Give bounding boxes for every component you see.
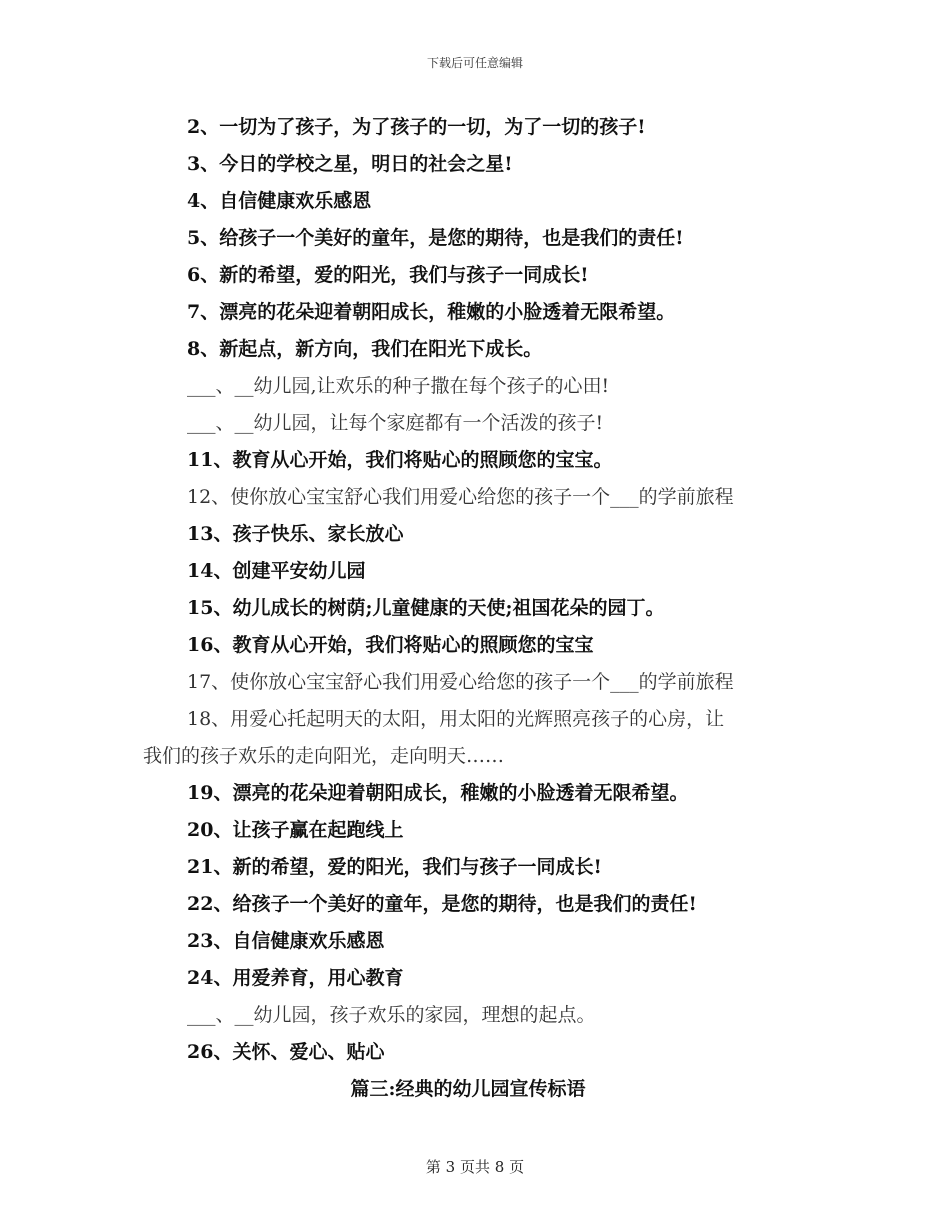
slogan-line: 24、用爱养育，用心教育: [187, 967, 404, 989]
slogan-line: ___、__幼儿园，让每个家庭都有一个活泼的孩子!: [187, 412, 604, 434]
slogan-line: 18、用爱心托起明天的太阳，用太阳的光辉照亮孩子的心房，让: [187, 708, 725, 730]
slogan-line: 7、漂亮的花朵迎着朝阳成长，稚嫩的小脸透着无限希望。: [187, 301, 676, 323]
slogan-line: ___、__幼儿园，孩子欢乐的家园，理想的起点。: [187, 1004, 596, 1026]
slogan-line: 17、使你放心宝宝舒心我们用爱心给您的孩子一个___的学前旅程: [187, 671, 734, 693]
slogan-line: 6、新的希望，爱的阳光，我们与孩子一同成长!: [187, 264, 589, 286]
slogan-line: 8、新起点，新方向，我们在阳光下成长。: [187, 338, 543, 360]
slogan-line: 11、教育从心开始，我们将贴心的照顾您的宝宝。: [187, 449, 613, 471]
slogan-line-continuation: 我们的孩子欢乐的走向阳光，走向明天……: [143, 745, 505, 767]
slogan-line: 16、教育从心开始，我们将贴心的照顾您的宝宝: [187, 634, 594, 656]
slogan-line: 15、幼儿成长的树荫;儿童健康的天使;祖国花朵的园丁。: [187, 597, 665, 619]
section-heading: 篇三:经典的幼儿园宣传标语: [350, 1078, 586, 1100]
slogan-line: 2、一切为了孩子，为了孩子的一切，为了一切的孩子!: [187, 116, 646, 138]
slogan-line: 20、让孩子赢在起跑线上: [187, 819, 404, 841]
slogan-line: 23、自信健康欢乐感恩: [187, 930, 385, 952]
slogan-line: ___、__幼儿园,让欢乐的种子撒在每个孩子的心田!: [187, 375, 610, 397]
slogan-line: 14、创建平安幼儿园: [187, 560, 366, 582]
slogan-line: 22、给孩子一个美好的童年，是您的期待，也是我们的责任!: [187, 893, 697, 915]
slogan-line: 5、给孩子一个美好的童年，是您的期待，也是我们的责任!: [187, 227, 684, 249]
document-body: [143, 112, 823, 1111]
slogan-line: 26、关怀、爱心、贴心: [187, 1041, 385, 1063]
slogan-line: 13、孩子快乐、家长放心: [187, 523, 404, 545]
slogan-line: 21、新的希望，爱的阳光，我们与孩子一同成长!: [187, 856, 602, 878]
slogan-line: 12、使你放心宝宝舒心我们用爱心给您的孩子一个___的学前旅程: [187, 486, 734, 508]
slogan-line: 4、自信健康欢乐感恩: [187, 190, 372, 212]
page-header: 下载后可任意编辑: [426, 56, 523, 70]
slogan-line: 19、漂亮的花朵迎着朝阳成长，稚嫩的小脸透着无限希望。: [187, 782, 689, 804]
slogan-line: 3、今日的学校之星，明日的社会之星!: [187, 153, 513, 175]
page-footer: 第 3 页共 8 页: [425, 1158, 525, 1176]
